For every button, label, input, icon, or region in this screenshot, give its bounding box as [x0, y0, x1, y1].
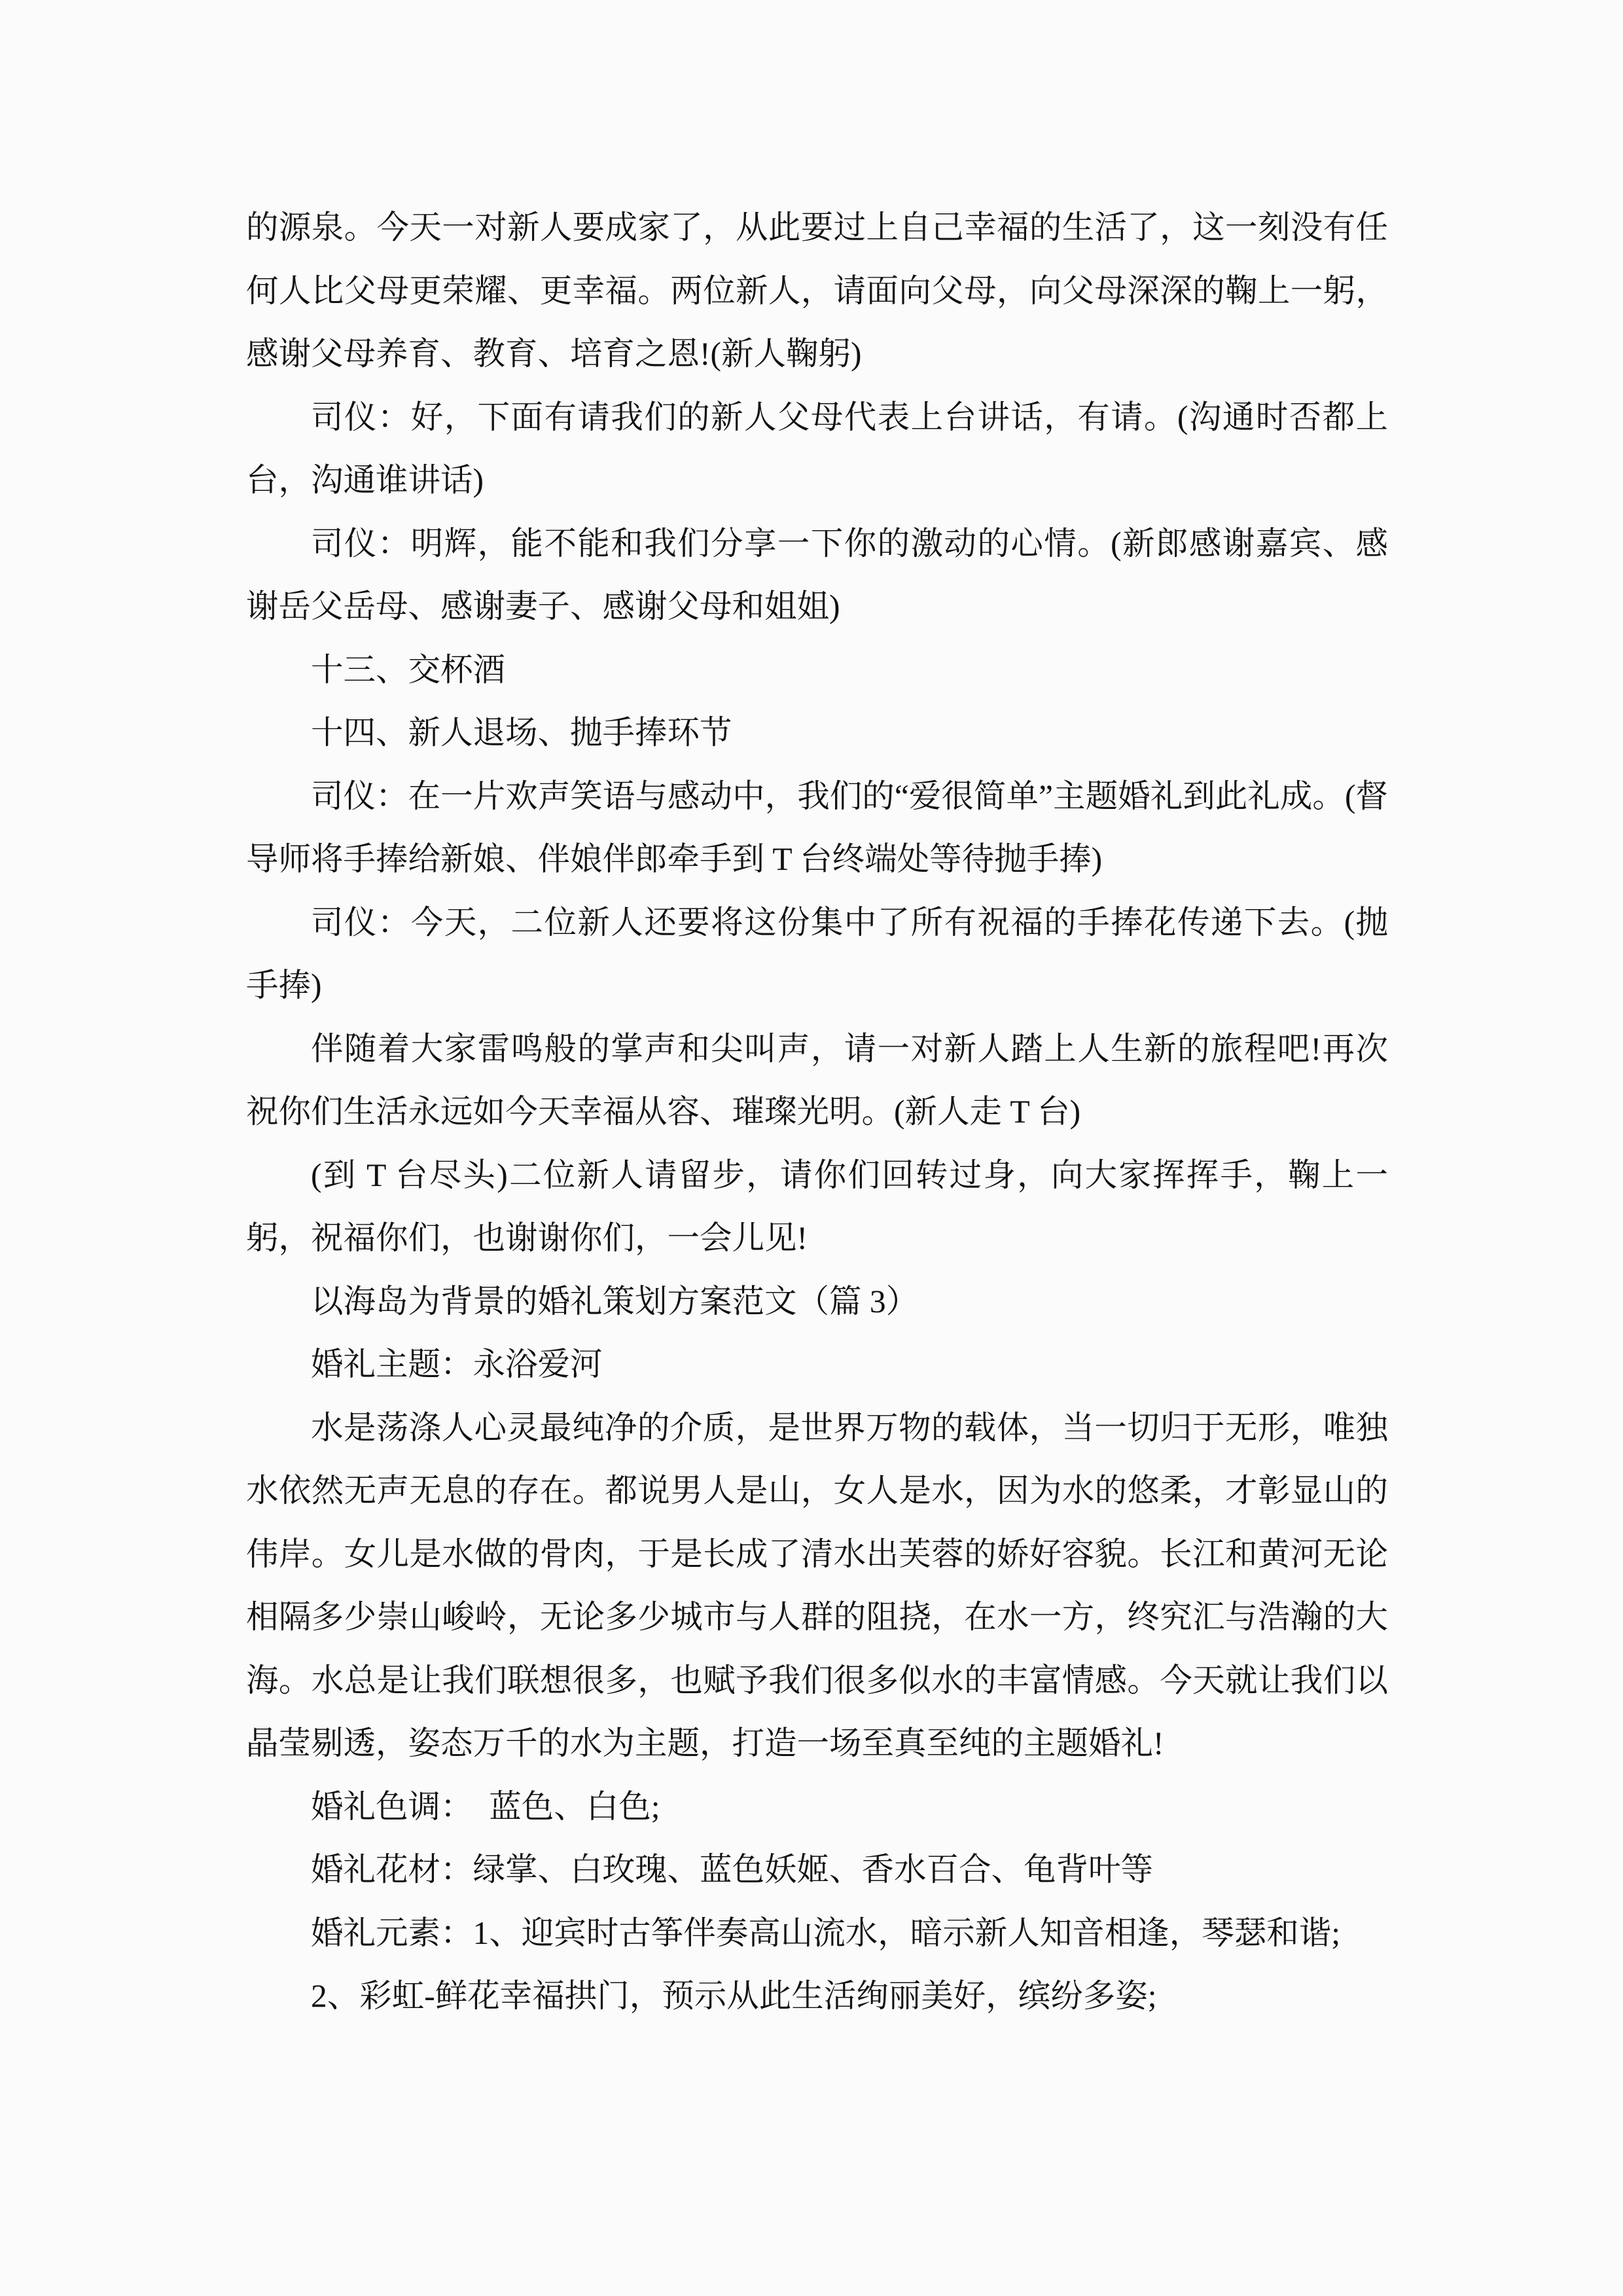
paragraph-wedding-element-2: 2、彩虹-鲜花幸福拱门，预示从此生活绚丽美好，缤纷多姿; [311, 1978, 1157, 2014]
page-text-block [246, 196, 1388, 2028]
paragraph-parents-gratitude-bow: 的源泉。今天一对新人要成家了，从此要过上自己幸福的生活了，这一刻没有任何人比父母更荣耀、更幸福。两位新人，请面向父母，向父母深深的鞠上一躬，感谢父母养育、教育、培育之恩!(新人鞠躬) [246, 209, 1388, 372]
paragraph-mc-bouquet-pass: 司仪：今天，二位新人还要将这份集中了所有祝福的手捧花传递下去。(抛手捧) [246, 904, 1388, 1003]
heading-island-wedding-plan-part3: 以海岛为背景的婚礼策划方案范文（篇 3） [311, 1283, 919, 1319]
paragraph-wedding-colors: 婚礼色调： 蓝色、白色; [311, 1788, 660, 1825]
paragraph-mc-parents-speech: 司仪：好，下面有请我们的新人父母代表上台讲话，有请。(沟通时否都上台，沟通谁讲话) [246, 399, 1388, 498]
paragraph-new-journey-applause: 伴随着大家雷鸣般的掌声和尖叫声，请一对新人踏上人生新的旅程吧!再次祝你们生活永远如今天幸福从容、璀璨光明。(新人走 T 台) [246, 1030, 1388, 1130]
paragraph-mc-ceremony-complete: 司仪：在一片欢声笑语与感动中，我们的“爱很简单”主题婚礼到此礼成。(督导师将手捧给新娘、伴娘伴郎牵手到 T 台终端处等待抛手捧) [246, 778, 1388, 877]
paragraph-wedding-element-1: 婚礼元素：1、迎宾时古筝伴奏高山流水，暗示新人知音相逢，琴瑟和谐; [311, 1914, 1341, 1951]
heading-item-14-exit-bouquet-toss: 十四、新人退场、抛手捧环节 [311, 715, 732, 751]
heading-item-13-cross-cup-wine: 十三、交杯酒 [311, 651, 505, 688]
paragraph-wedding-theme: 婚礼主题：永浴爱河 [311, 1346, 603, 1382]
paragraph-wedding-flowers: 婚礼花材：绿掌、白玫瑰、蓝色妖姬、香水百合、龟背叶等 [311, 1852, 1153, 1888]
paragraph-runway-end-farewell: (到 T 台尽头)二位新人请留步，请你们回转过身，向大家挥挥手，鞠上一躬，祝福你们，也谢谢你们，一会儿见! [246, 1157, 1388, 1256]
paragraph-water-theme-intro: 水是荡涤人心灵最纯净的介质，是世界万物的载体，当一切归于无形，唯独水依然无声无息的存在。都说男人是山，女人是水，因为水的悠柔，才彰显山的伟岸。女儿是水做的骨肉，于是长成了清水出芙蓉的娇好容貌。长江和黄河无论相隔多少崇山峻岭，无论多少城市与人群的阻挠，在水一方，终究汇与浩瀚的大海。水总是让我们联想很多，也赋予我们很多似水的丰富情感。今天就让我们以晶莹剔透，姿态万千的水为主题，打造一场至真至纯的主题婚礼! [246, 1409, 1388, 1761]
paragraph-mc-groom-feelings: 司仪：明辉，能不能和我们分享一下你的激动的心情。(新郎感谢嘉宾、感谢岳父岳母、感谢妻子、感谢父母和姐姐) [246, 525, 1388, 624]
